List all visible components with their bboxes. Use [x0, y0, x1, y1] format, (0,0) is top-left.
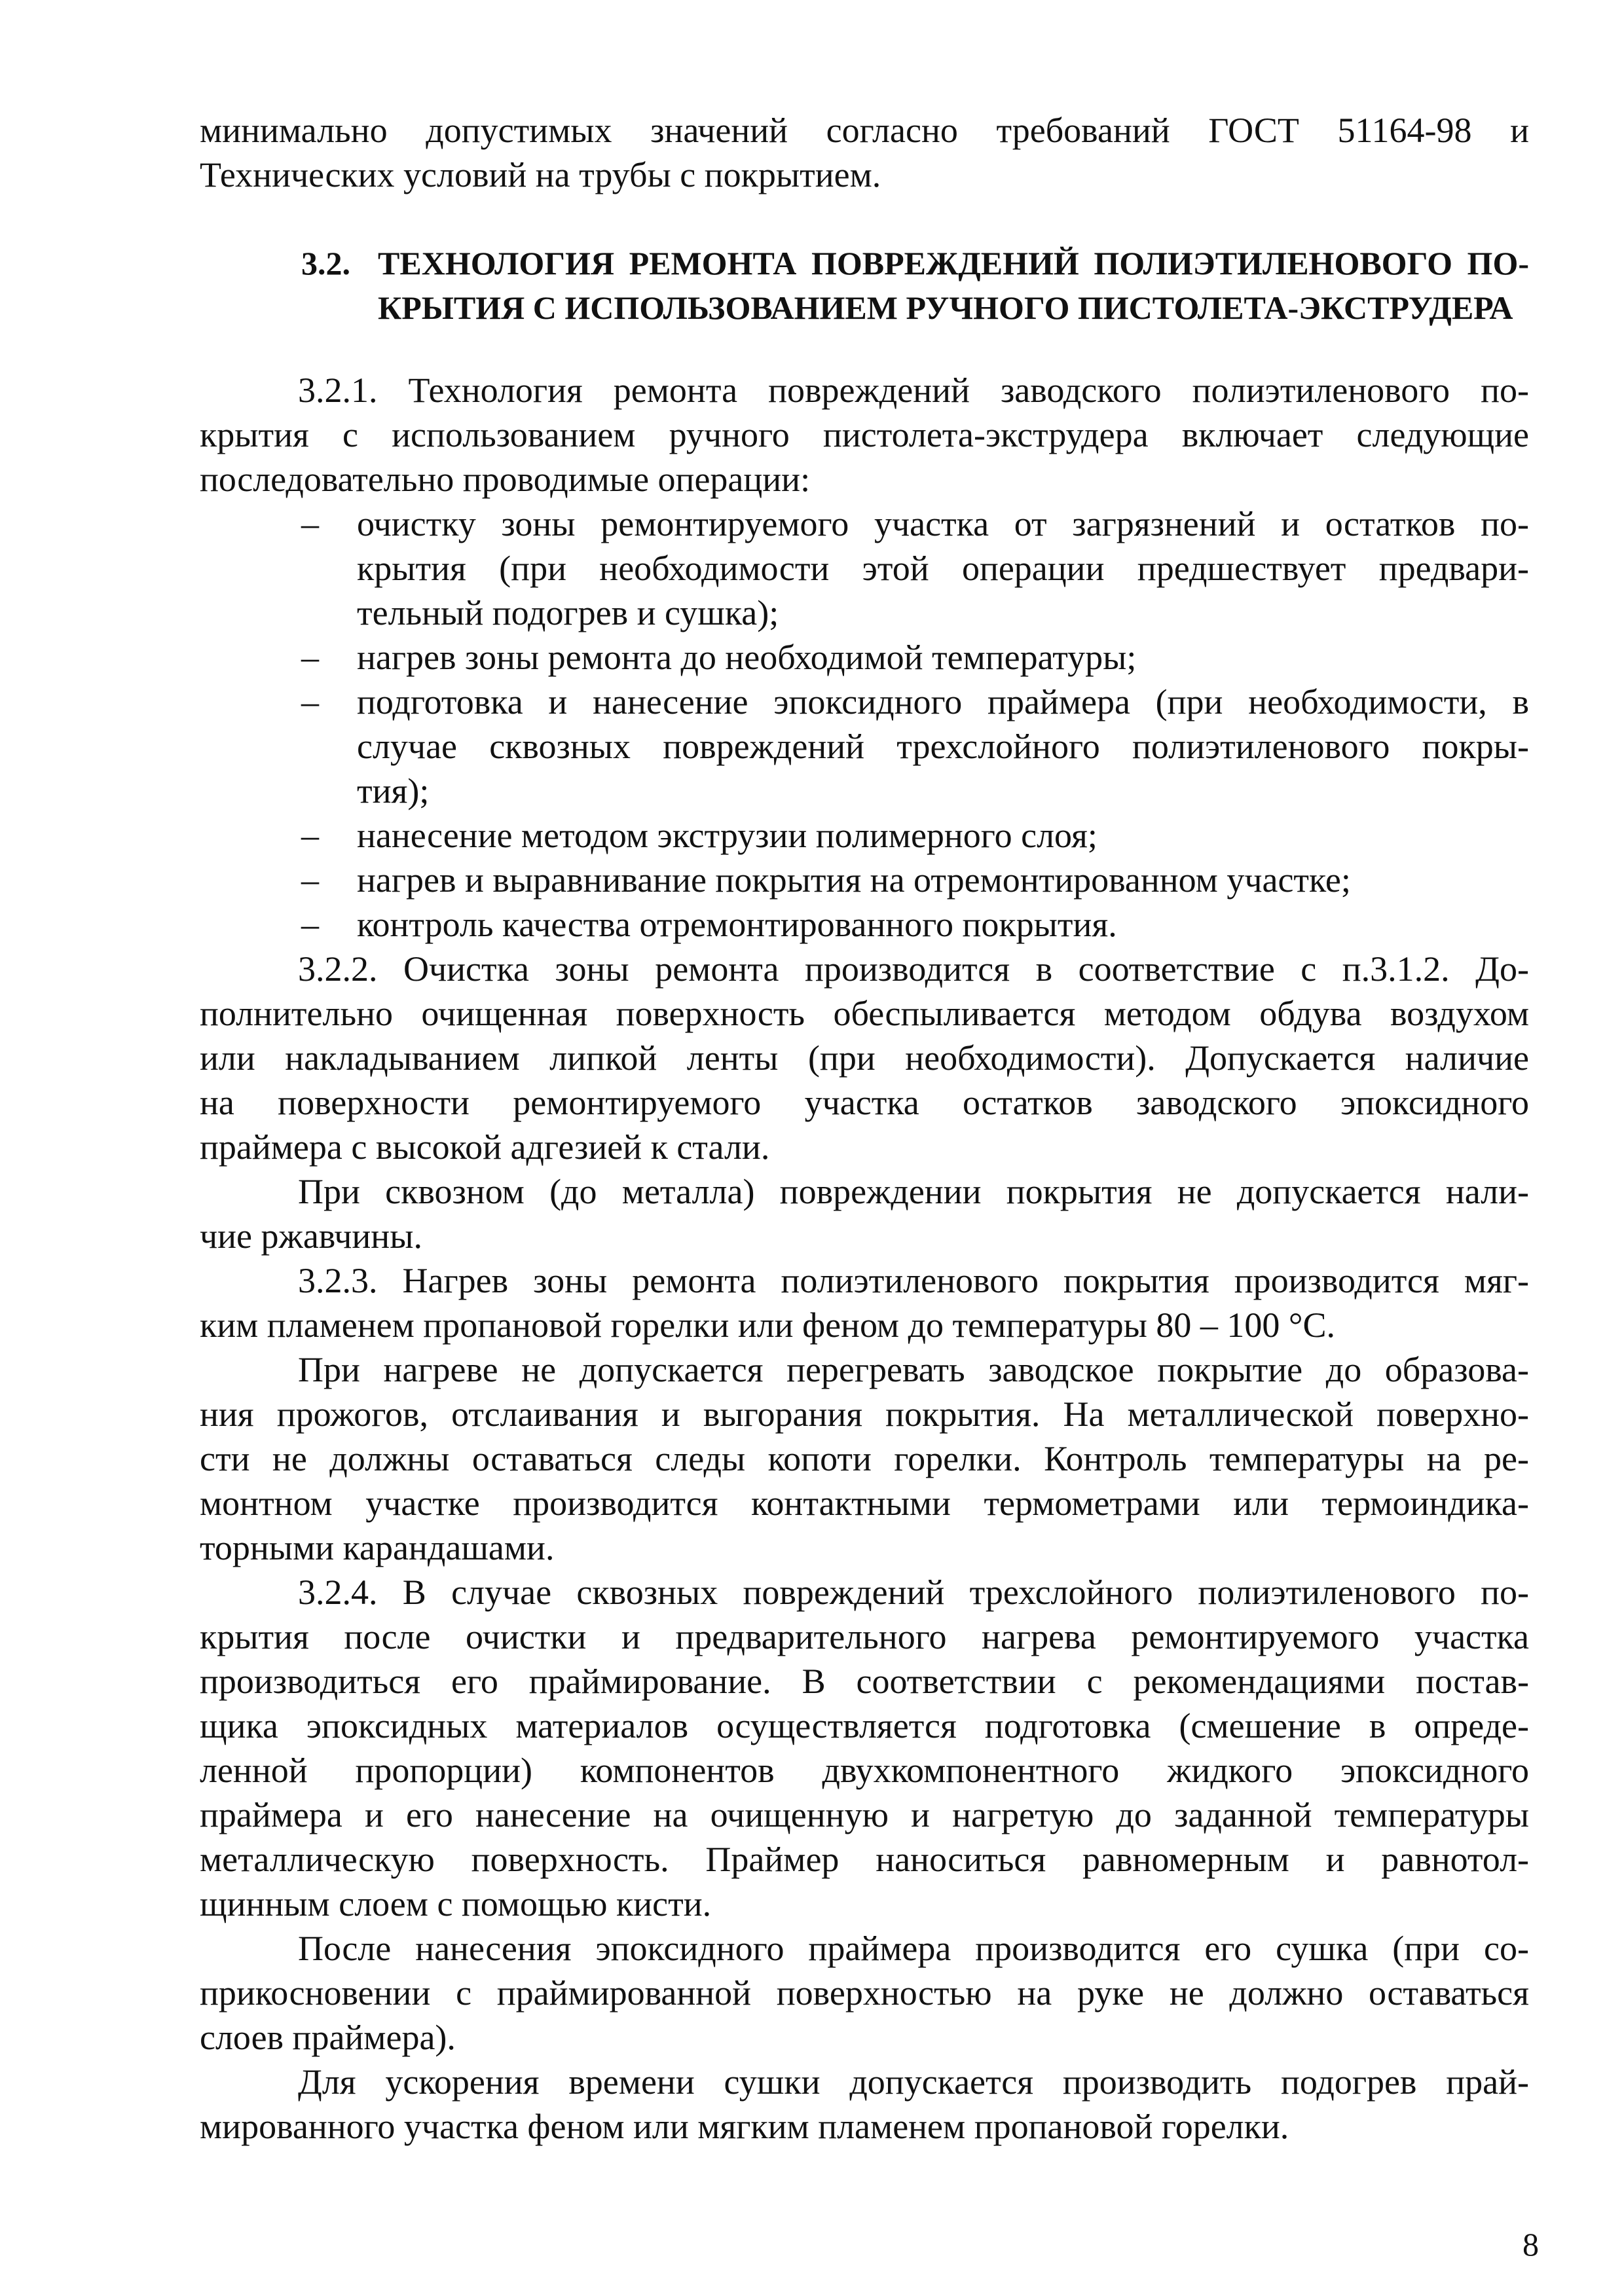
list-item [200, 635, 1529, 680]
list-item-text: тия); [357, 771, 430, 811]
text-line: При сквозном (до металла) повреждении покрытия не допускается нали- [298, 1172, 1529, 1211]
list-item-line [200, 635, 1529, 680]
paragraph-through-damage [200, 1169, 1529, 1258]
body-text [200, 368, 1529, 2149]
list-item-line [200, 858, 1529, 902]
text-line: 3.2.3. Нагрев зоны ремонта полиэтиленового покрытия производится мяг- [298, 1261, 1529, 1300]
text-line: на поверхности ремонтируемого участка остатков заводского эпоксидного [200, 1083, 1529, 1122]
page-number: 8 [1522, 2226, 1539, 2263]
paragraph-3-2-4 [200, 1570, 1529, 1926]
text-line: полнительно очищенная поверхность обеспыливается методом обдува воздухом [200, 994, 1529, 1033]
text-line: Для ускорения времени сушки допускается производить подогрев прай- [298, 2062, 1529, 2102]
text-line: щинным слоем с помощью кисти. [200, 1884, 712, 1923]
text-line: После нанесения эпоксидного праймера производится его сушка (при со- [298, 1929, 1529, 1968]
text-line: ленной пропорции) компонентов двухкомпонентного жидкого эпоксидного [200, 1751, 1529, 1790]
list-item-text: нагрев и выравнивание покрытия на отремонтированном участке; [357, 860, 1351, 900]
text-line: монтном участке производится контактными термометрами или термоиндика- [200, 1484, 1529, 1523]
dash-bullet: – [301, 638, 319, 677]
paragraph-3-2-1 [200, 368, 1529, 501]
list-item-text: очистку зоны ремонтируемого участка от загрязнений и остатков по- [357, 504, 1529, 543]
dash-bullet: – [301, 905, 319, 944]
text-line: щика эпоксидных материалов осуществляется подготовка (смешение в опреде- [200, 1706, 1529, 1745]
text-line: слоев праймера). [200, 2018, 456, 2057]
list-item-text: тельный подогрев и сушка); [357, 593, 779, 632]
list-item [200, 902, 1529, 947]
list-item [200, 858, 1529, 902]
dash-bullet: – [301, 504, 319, 543]
text-line: последовательно проводимые операции: [200, 460, 811, 499]
text-line: ния прожогов, отслаивания и выгорания покрытия. На металлической поверхно- [200, 1394, 1529, 1434]
list-item-text: нанесение методом экструзии полимерного слоя; [357, 816, 1098, 855]
text-line: праймера с высокой адгезией к стали. [200, 1127, 770, 1167]
dash-bullet: – [301, 860, 319, 900]
list-item-text: случае сквозных повреждений трехслойного полиэтиленового покры- [357, 727, 1529, 766]
list-item-line [200, 902, 1529, 947]
operations-list [200, 501, 1529, 947]
dash-bullet: – [301, 682, 319, 721]
text-line: 3.2.1. Технология ремонта повреждений заводского полиэтиленового по- [298, 371, 1529, 410]
text-line: Технических условий на трубы с покрытием. [200, 155, 881, 194]
intro-paragraph [200, 108, 1529, 197]
section-number: 3.2. [301, 245, 350, 282]
list-item-line [200, 813, 1529, 858]
text-line: прикосновении с праймированной поверхностью на руке не должно оставаться [200, 1973, 1529, 2013]
text-line: праймера и его нанесение на очищенную и нагретую до заданной температуры [200, 1795, 1529, 1834]
text-line: сти не должны оставаться следы копоти горелки. Контроль температуры на ре- [200, 1439, 1529, 1478]
list-item-text: крытия (при необходимости этой операции предшествует предвари- [357, 549, 1529, 588]
dash-bullet: – [301, 816, 319, 855]
paragraph-accelerated-drying [200, 2060, 1529, 2149]
text-line: металлическую поверхность. Праймер наноситься равномерным и равнотол- [200, 1840, 1529, 1879]
list-item-line [200, 724, 1529, 769]
list-item-line [200, 769, 1529, 813]
paragraph-3-2-2 [200, 947, 1529, 1169]
section-title-line: КРЫТИЯ С ИСПОЛЬЗОВАНИЕМ РУЧНОГО ПИСТОЛЕТА-ЭКСТРУДЕРА [378, 289, 1513, 326]
text-line: крытия после очистки и предварительного нагрева ремонтируемого участка [200, 1617, 1529, 1656]
list-item-line [200, 546, 1529, 591]
text-line: производиться его праймирование. В соответствии с рекомендациями постав- [200, 1662, 1529, 1701]
text-line: При нагреве не допускается перегревать заводское покрытие до образова- [298, 1350, 1529, 1389]
list-item [200, 813, 1529, 858]
text-line: чие ржавчины. [200, 1216, 422, 1256]
text-line: крытия с использованием ручного пистолета-экструдера включает следующие [200, 415, 1529, 454]
text-line: торными карандашами. [200, 1528, 555, 1567]
text-line: 3.2.4. В случае сквозных повреждений трехслойного полиэтиленового по- [298, 1573, 1529, 1612]
text-line: минимально допустимых значений согласно требований ГОСТ 51164-98 и [200, 111, 1529, 150]
list-item [200, 501, 1529, 635]
list-item-line [200, 680, 1529, 724]
list-item-line [200, 591, 1529, 635]
section-title-line: ТЕХНОЛОГИЯ РЕМОНТА ПОВРЕЖДЕНИЙ ПОЛИЭТИЛЕНОВОГО ПО- [378, 245, 1529, 282]
list-item-text: нагрев зоны ремонта до необходимой температуры; [357, 638, 1137, 677]
paragraph-drying [200, 1926, 1529, 2060]
text-line: 3.2.2. Очистка зоны ремонта производится в соответствие с п.3.1.2. До- [298, 949, 1529, 989]
list-item-line [200, 501, 1529, 546]
list-item [200, 680, 1529, 813]
list-item-text: контроль качества отремонтированного покрытия. [357, 905, 1117, 944]
text-line: или накладыванием липкой ленты (при необходимости). Допускается наличие [200, 1038, 1529, 1078]
list-item-text: подготовка и нанесение эпоксидного праймера (при необходимости, в [357, 682, 1529, 721]
text-line: ким пламенем пропановой горелки или феном до температуры 80 – 100 °С. [200, 1305, 1336, 1345]
text-line: мированного участка феном или мягким пламенем пропановой горелки. [200, 2107, 1289, 2146]
paragraph-3-2-3 [200, 1258, 1529, 1347]
paragraph-heating [200, 1347, 1529, 1570]
